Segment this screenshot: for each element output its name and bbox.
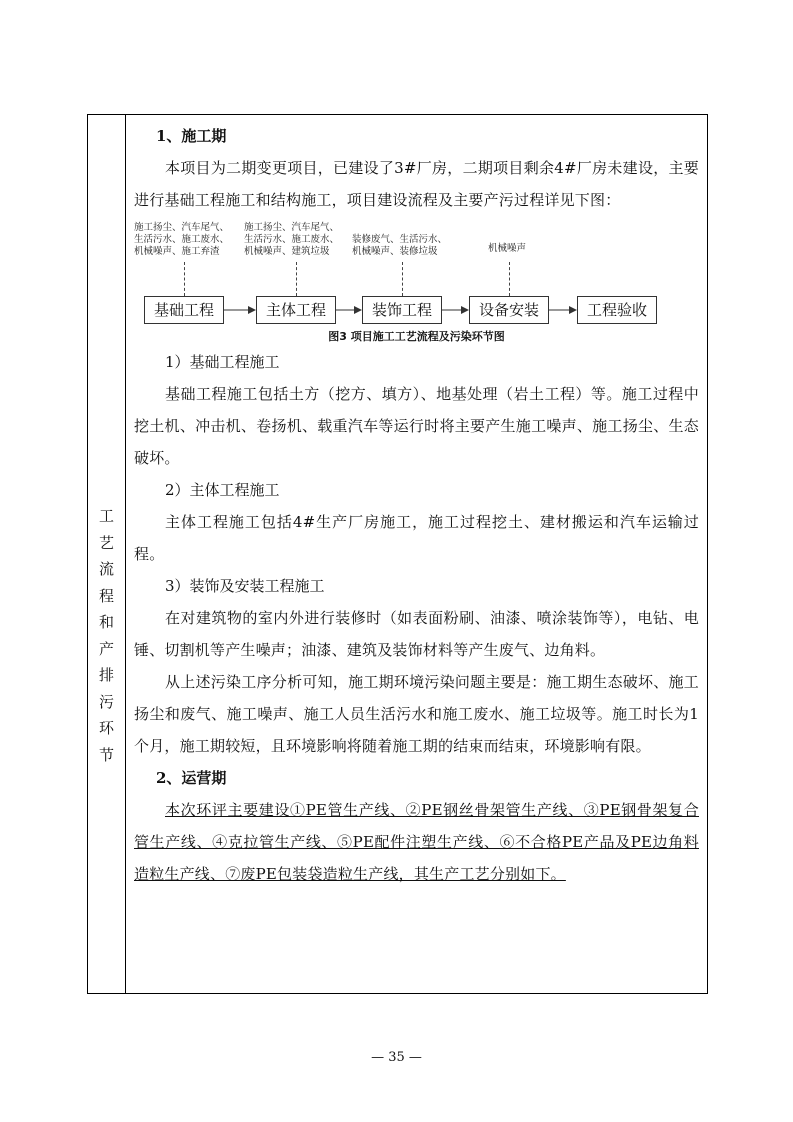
flow-diagram	[134, 218, 699, 346]
side-char: 工	[98, 507, 114, 525]
flow-step-equipment: 设备安装	[469, 296, 549, 324]
side-char: 污	[98, 692, 114, 711]
section-text-3: 在对建筑物的室内外进行装修时（如表面粉刷、油漆、喷涂装饰等），电钻、电锤、切割机等产生噪声；油漆、建筑及装饰材料等产生废气、边角料。	[134, 609, 699, 659]
section-title-1: 1）基础工程施工	[165, 353, 280, 371]
side-char: 艺	[98, 533, 114, 552]
section-text-2: 主体工程施工包括4#生产厂房施工，施工过程挖土、建材搬运和汽车运输过程。	[134, 513, 699, 563]
side-char: 节	[98, 745, 114, 764]
construction-intro: 本项目为二期变更项目，已建设了3#厂房，二期项目剩余4#厂房未建设，主要进行基础工程施工和结构施工，项目建设流程及主要产污过程详见下图：	[134, 159, 699, 209]
operation-text: 本次环评主要建设①PE管生产线、②PE钢丝骨架管生产线、③PE钢骨架复合管生产线、④克拉管生产线、⑤PE配件注塑生产线、⑥不合格PE产品及PE边角料造粒生产线、⑦废PE包装袋造粒生产线，其生产工艺分别如下。	[134, 801, 699, 883]
flow-note-3: 装修废气、生活污水、 机械噪声、装修垃圾	[352, 234, 448, 257]
flow-step-foundation: 基础工程	[144, 296, 224, 324]
flow-step-decoration: 装饰工程	[362, 296, 442, 324]
side-char: 流	[98, 560, 114, 578]
flow-step-acceptance: 工程验收	[577, 296, 657, 324]
side-label	[88, 503, 125, 768]
figure-caption: 图3 项目施工工艺流程及污染环节图	[328, 330, 505, 343]
content-cell	[134, 120, 699, 890]
section-text-1: 基础工程施工包括土方（挖方、填方）、地基处理（岩土工程）等。施工过程中挖土机、冲击机、卷扬机、载重汽车等运行时将主要产生施工噪声、施工扬尘、生态破坏。	[134, 385, 699, 467]
operation-heading: 2、运营期	[156, 769, 227, 787]
section-title-2: 2）主体工程施工	[165, 481, 280, 499]
flow-note-4: 机械噪声	[488, 243, 527, 254]
construction-heading: 1、施工期	[156, 127, 227, 145]
column-divider	[125, 115, 126, 993]
side-char: 产	[98, 639, 114, 658]
flow-arrows	[134, 218, 674, 346]
side-char: 环	[98, 719, 114, 737]
content-table	[87, 114, 708, 994]
construction-summary: 从上述污染工序分析可知，施工期环境污染问题主要是：施工期生态破坏、施工扬尘和废气、施工噪声、施工人员生活污水和施工废水、施工垃圾等。施工时长为1个月，施工期较短，且环境影响将随着施工期的结束而结束，环境影响有限。	[134, 673, 699, 755]
side-char: 排	[98, 666, 114, 684]
page-number: — 35 —	[371, 1050, 422, 1065]
flow-step-main: 主体工程	[256, 296, 336, 324]
flow-note-2: 施工扬尘、汽车尾气、 生活污水、施工废水、 机械噪声、建筑垃圾	[244, 222, 340, 257]
side-char: 和	[98, 613, 114, 631]
flow-note-1: 施工扬尘、汽车尾气、 生活污水、施工废水、 机械噪声、施工弃渣	[134, 222, 230, 257]
side-char: 程	[98, 586, 114, 605]
section-title-3: 3）装饰及安装工程施工	[165, 577, 325, 595]
